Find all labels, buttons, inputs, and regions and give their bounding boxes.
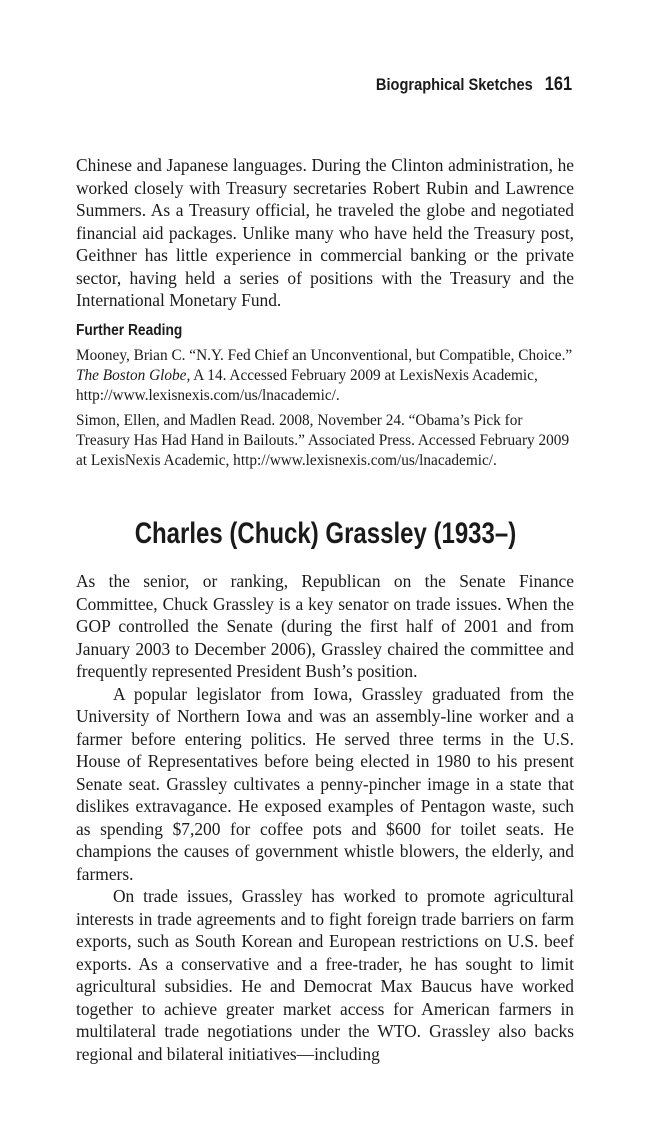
reference-text: Mooney, Brian C. “N.Y. Fed Chief an Unconventional, but Compatible, Choice.” bbox=[76, 347, 573, 364]
reference-item bbox=[76, 411, 574, 471]
body-paragraph: A popular legislator from Iowa, Grassley graduated from the University of Northern Iowa and was an assembly-line worker and a farmer before entering politics. He served three terms in the U.S. House of Representatives before being elected in 1980 to his present Senate seat. Grassley cultivates a penny-pincher image in a state that dislikes extravagance. He exposed examples of Pentagon waste, such as spending $7,200 for coffee pots and $600 for toilet seats. He champions the causes of government whistle blowers, the elderly, and farmers. bbox=[76, 683, 574, 884]
body-paragraph: As the senior, or ranking, Republican on the Senate Finance Committee, Chuck Grassley is a key senator on trade issues. When the GOP controlled the Senate (during the first half of 2001 and from January 2003 to December 2006), Grassley chaired the committee and frequently represented President Bush’s position. bbox=[76, 571, 574, 681]
body-paragraph: On trade issues, Grassley has worked to promote agricultural interests in trade agreements and to fight foreign trade barriers on farm exports, such as South Korean and European restrictions on U.S. beef exports. As a conservative and a free-trader, he has sought to limit agricultural subsidies. He and Democrat Max Baucus have worked together to achieve greater market access for American farmers in multilateral trade negotiations under the WTO. Grassley also backs regional and bilateral initiatives—including bbox=[76, 886, 574, 1064]
reference-text-tail: A 14. Accessed February 2009 at LexisNexis Academic, http://www.lexisnexis.com/us/lnacademic/. bbox=[76, 367, 538, 404]
section-body bbox=[76, 570, 574, 1065]
further-reading-heading: Further Reading bbox=[76, 322, 183, 339]
running-head bbox=[376, 74, 572, 96]
reference-publication: The Boston Globe, bbox=[76, 367, 191, 384]
reference-item bbox=[76, 346, 574, 406]
running-head-title: Biographical Sketches bbox=[375, 75, 533, 94]
continuation-section bbox=[76, 154, 574, 312]
section-title-text: Charles (Chuck) Grassley (1933–) bbox=[134, 517, 516, 550]
reference-text: Simon, Ellen, and Madlen Read. 2008, November 24. “Obama’s Pick for Treasury Has Had Hand in Bailouts.” Associated Press. Accessed February 2009 at LexisNexis Academic, http://www.lexisnexis.com/us/lnacademic/. bbox=[76, 412, 570, 469]
further-reading-list bbox=[76, 346, 574, 476]
continuation-paragraph: Chinese and Japanese languages. During the Clinton administration, he worked closely with Treasury secretaries Robert Rubin and Lawrence Summers. As a Treasury official, he traveled the globe and negotiated financial aid packages. Unlike many who have held the Treasury post, Geithner has little experience in commercial banking or the private sector, having held a series of positions with the Treasury and the International Monetary Fund. bbox=[76, 155, 574, 310]
section-title bbox=[0, 514, 650, 554]
page-number: 161 bbox=[544, 74, 572, 95]
